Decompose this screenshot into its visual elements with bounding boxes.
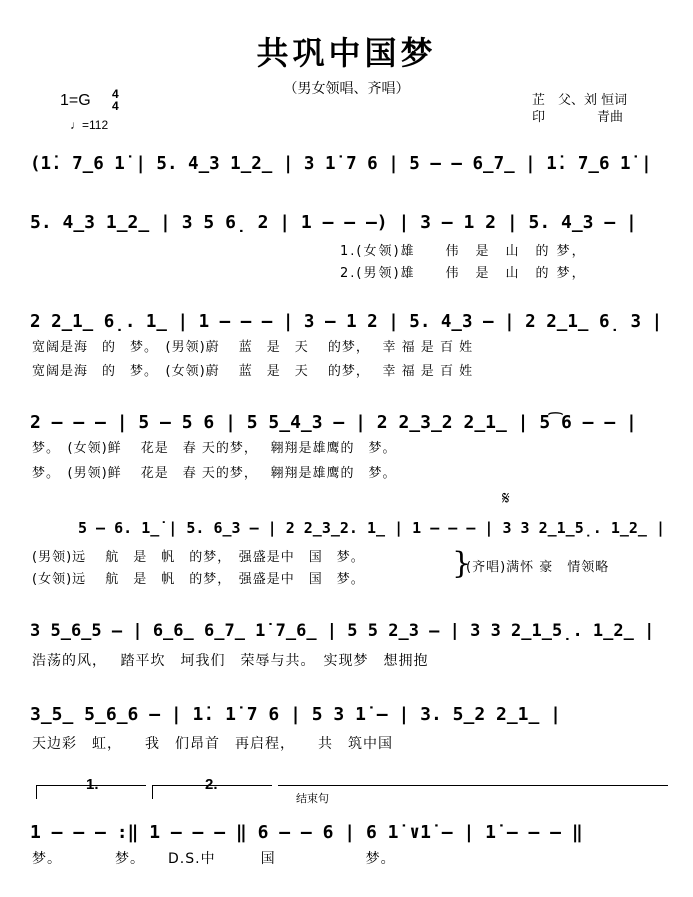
song-title: 共巩中国梦 [256,34,437,72]
volta-2-label: 2. [205,776,218,793]
tempo-marking: ♩=112 [70,118,109,132]
lyric-row-2-verse-2: 2.(男领)雄 伟 是 山 的 梦， [340,266,587,281]
lyric-row-6: 浩荡的风， 踏平坎 坷我们 荣辱与共。 实现梦 想拥抱 [32,653,429,669]
segno-icon: 𝄋 [502,488,510,509]
notation-row-8: 1 – – – :‖ 1 – – – ‖ 6 – – 6 | 6 1̇ ∨1̇ – | 1̇ – – – ‖ [30,822,583,843]
staff-row-5 [30,505,666,545]
lyric-row-4-verse-1: 梦。 (女领)鲜 花是 春 天的梦， 翱翔是雄鹰的 梦。 [32,441,397,456]
notation-row-4: 2 – – – | 5 – 5 6 | 5 5̲4̲3 – | 2 2̲3̲2 2̲1̲ | 5͡6 – – | [30,412,637,433]
lyric-row-4-verse-2: 梦。 (男领)鲜 花是 春 天的梦， 翱翔是雄鹰的 梦。 [32,466,397,481]
notation-row-3: 2 2̲1̲ 6̣. 1̲ | 1 – – – | 3 – 1 2 | 5. 4̲3 – | 2 2̲1̲ 6̣ 3 | [30,312,663,332]
staff-row-7 [30,690,666,730]
staff-row-1 [30,140,666,180]
composer-credit: 印 青曲 [532,110,624,125]
volta-1-left-edge [36,785,37,799]
staff-row-4 [30,398,666,438]
volta-1-label: 1. [86,776,99,793]
staff-row-3 [30,298,666,338]
notation-row-1: (1̇. 7̲6 1̇ | 5. 4̲3 1̲2̲ | 3 1̇ 7 6 | 5 – – 6̲7̲ | 1̇. 7̲6 1̇ | [30,154,652,174]
time-signature [112,88,119,112]
lyricist-credit: 芷 父、刘 恒词 [532,93,628,108]
lyric-row-2-verse-1: 1.(女领)雄 伟 是 山 的 梦， [340,244,587,259]
lyric-row-3-verse-1: 宽阔是海 的 梦。 (男领)蔚 蓝 是 天 的梦， 幸 福 是 百 姓 [32,340,474,355]
time-signature-numerator: 4 [112,87,119,101]
lyric-row-7: 天边彩 虹， 我 们昂首 再启程， 共 筑中国 [32,736,393,752]
lyric-row-3-verse-2: 宽阔是海 的 梦。 (女领)蔚 蓝 是 天 的梦， 幸 福 是 百 姓 [32,364,474,379]
brace-icon: } [452,546,472,581]
ending-label: 结束句 [296,792,329,805]
credits [532,92,627,126]
notation-row-6: 3 5̲6̲5 – | 6̲6̲ 6̲7̲ 1̇ 7̲6̲ | 5 5 2̲3 – | 3 3 2̲1̲5̣. 1̲2̲ | [30,621,655,641]
lyric-row-5-unison: (齐唱)满怀 豪 情领略 [466,560,610,575]
key-signature: 1=G [60,92,91,109]
lyric-row-5-verse-2: (女领)远 航 是 帆 的梦， 强盛是中 国 梦。 [32,572,365,587]
time-signature-denominator: 4 [112,99,119,113]
volta-2-left-edge [152,785,153,799]
notation-row-7: 3̲5̲ 5̲6̲6 – | 1̇. 1̇ 7 6 | 5 3 1̇ – | 3. 5̲2 2̲1̲ | [30,704,562,725]
coda-bracket [278,785,668,786]
staff-row-8 [30,808,666,848]
notation-row-2: 5. 4̲3 1̲2̲ | 3 5 6̣ 2 | 1 – – –) | 3 – 1 2 | 5. 4̲3 – | [30,212,637,233]
staff-row-2 [30,198,666,238]
notation-row-5: 5 – 6. 1̲̇ | 5. 6̲3 – | 2 2̲3̲2. 1̲ | 1 – – – | 3 3 2̲1̲5̣. 1̲2̲ | [78,519,665,537]
song-subtitle: （男女领唱、齐唱） [283,81,410,97]
staff-row-6 [30,607,666,647]
lyric-row-5-verse-1: (男领)远 航 是 帆 的梦， 强盛是中 国 梦。 [32,550,365,565]
lyric-row-8: 梦。 梦。 D.S.中 国 梦。 [32,851,396,867]
